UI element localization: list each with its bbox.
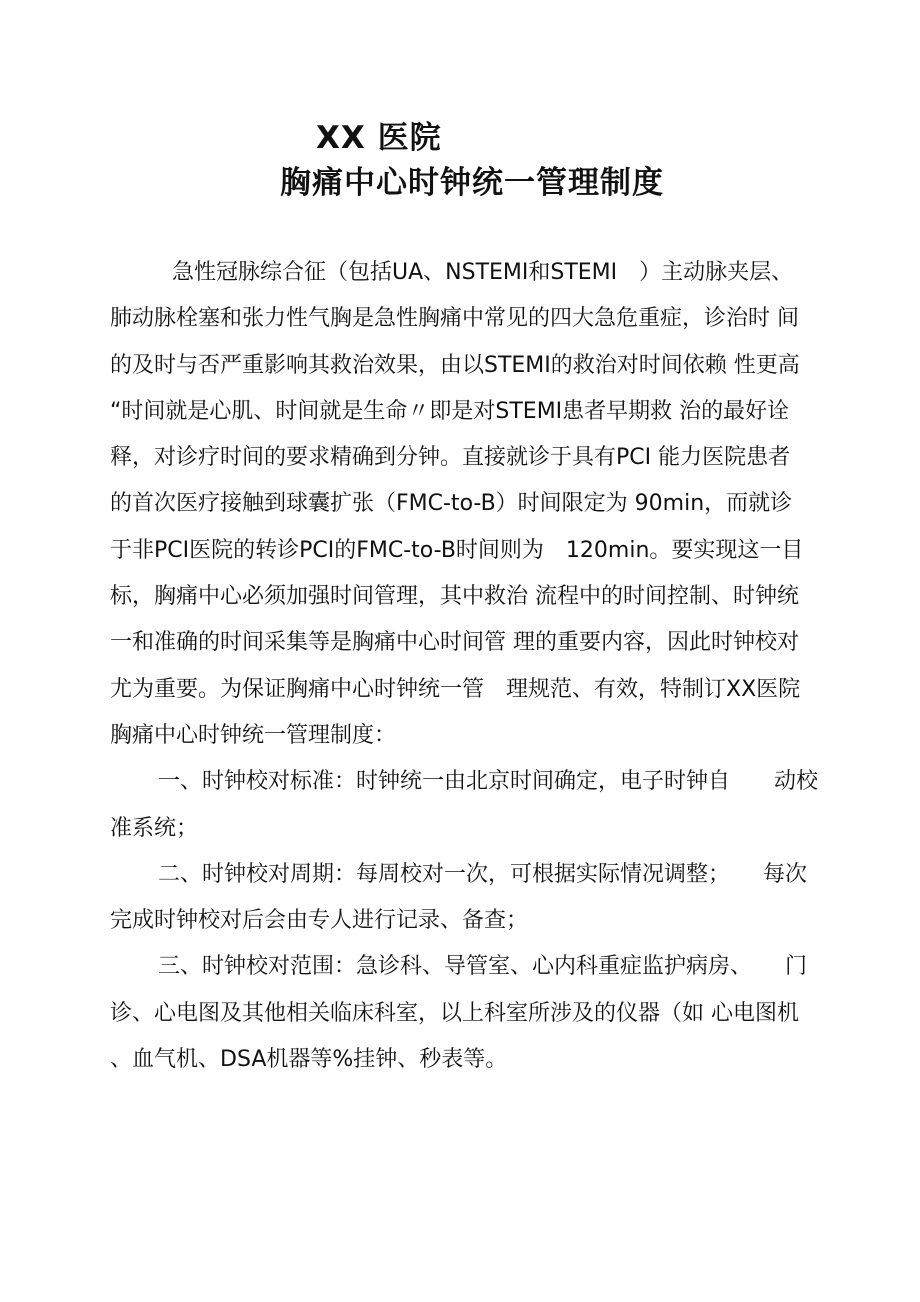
document-body xyxy=(110,250,846,1083)
rule-line: 完成时钟校对后会由专人进行记录、备查； xyxy=(110,908,529,934)
paragraph-line: 释，对诊疗时间的要求精确到分钟。直接就诊于具有PCI 能力医院患者 xyxy=(110,445,791,471)
rule-line: 准系统； xyxy=(110,815,199,841)
paragraph-line: 肺动脉栓塞和张力性气胸是急性胸痛中常见的四大急危重症，诊治时 间 xyxy=(110,306,799,332)
rule-line: 二、时钟校对周期：每周校对一次，可根据实际情况调整； 每次 xyxy=(158,861,808,887)
paragraph-line: 的及时与否严重影响其救治效果，由以STEMI的救治对时间依赖 性更高 xyxy=(110,352,800,378)
rule-line: 、血气机、DSA机器等%挂钟、秒表等。 xyxy=(110,1047,508,1073)
paragraph-line: 的首次医疗接触到球囊扩张（FMC-to-B）时间限定为 90min，而就诊 xyxy=(110,491,793,517)
paragraph-line: 急性冠脉综合征（包括UA、NSTEMI和STEMI ）主动脉夹层、 xyxy=(172,260,794,285)
rule-line: 诊、心电图及其他相关临床科室，以上科室所涉及的仪器（如 心电图机 xyxy=(110,1000,799,1026)
paragraph-line: 尤为重要。为保证胸痛中心时钟统一管 理规范、有效，特制订XX医院 xyxy=(110,676,801,702)
paragraph-line: 一和准确的时间采集等是胸痛中心时间管 理的重要内容，因此时钟校对 xyxy=(110,630,799,656)
paragraph-line: 胸痛中心时钟统一管理制度： xyxy=(110,722,397,748)
rule-line: 一、时钟校对标准：时钟统一由北京时间确定，电子时钟自 动校 xyxy=(158,769,819,795)
paragraph-line: 于非PCI医院的转诊PCI的FMC-to-B时间则为 120min。要实现这一目 xyxy=(110,537,804,563)
paragraph-line: 标，胸痛中心必须加强时间管理，其中救治 流程中的时间控制、时钟统 xyxy=(110,584,799,610)
rule-line: 三、时钟校对范围：急诊科、导管室、心内科重症监护病房、 门 xyxy=(158,954,808,980)
document-title: 胸痛中心时钟统一管理制度 xyxy=(280,165,664,201)
paragraph-line: “时间就是心肌、时间就是生命〃即是对STEMI患者早期救 治的最好诠 xyxy=(110,398,790,424)
hospital-title: XX 医院 xyxy=(316,120,442,156)
